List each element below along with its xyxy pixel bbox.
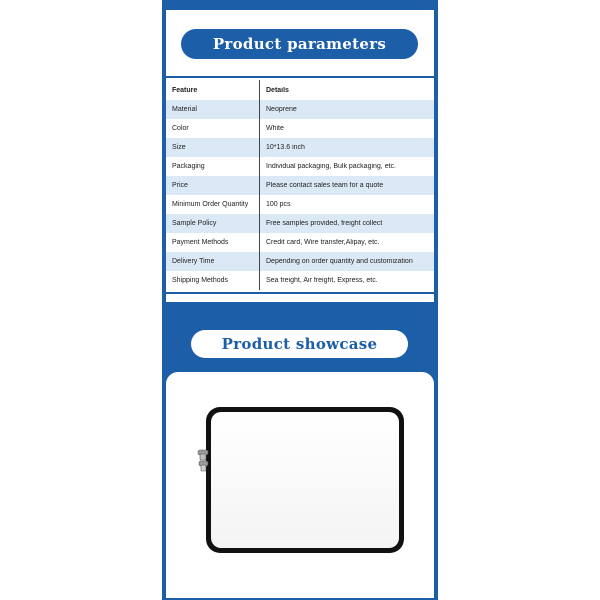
table-header-row [166,80,434,100]
table-row [166,138,434,157]
parameters-table [166,80,434,290]
feature-cell: Shipping Methods [172,277,229,284]
table-row [166,100,434,119]
table-bottom-rule [166,292,434,294]
sleeve-body [211,412,399,548]
details-cell: Sea freight, Air freight, Express, etc. [266,277,378,284]
table-row [166,233,434,252]
feature-cell: Material [172,106,197,113]
feature-cell: Payment Methods [172,239,229,246]
section-title-parameters: Product parameters [181,29,418,59]
table-row [166,214,434,233]
details-cell: White [266,125,284,132]
feature-cell: Size [172,144,186,151]
details-cell: Neoprene [266,106,297,113]
table-top-rule [166,76,434,78]
header-feature: Feature [172,86,198,94]
feature-cell: Minimum Order Quantity [172,201,249,208]
feature-cell: Packaging [172,163,205,170]
details-cell: Free samples provided, freight collect [266,220,383,227]
feature-cell: Sample Policy [172,220,217,227]
details-cell: 10*13.6 inch [266,144,305,151]
feature-cell: Color [172,125,189,132]
laptop-sleeve-image [190,398,412,558]
table-row [166,195,434,214]
table-row [166,252,434,271]
table-row [166,157,434,176]
details-cell: Credit card, Wire transfer,Alipay, etc. [266,239,380,246]
table-row [166,119,434,138]
feature-cell: Delivery Time [172,258,215,265]
details-cell: Depending on order quantity and customization [266,258,413,265]
table-row [166,176,434,195]
details-cell: Individual packaging, Bulk packaging, etc. [266,163,396,170]
details-cell: 100 pcs [266,201,291,208]
header-details: Details [266,86,289,94]
section-title-showcase: Product showcase [191,330,408,358]
table-row [166,271,434,290]
feature-cell: Price [172,182,188,189]
column-divider [259,80,260,290]
details-cell: Please contact sales team for a quote [266,182,384,189]
